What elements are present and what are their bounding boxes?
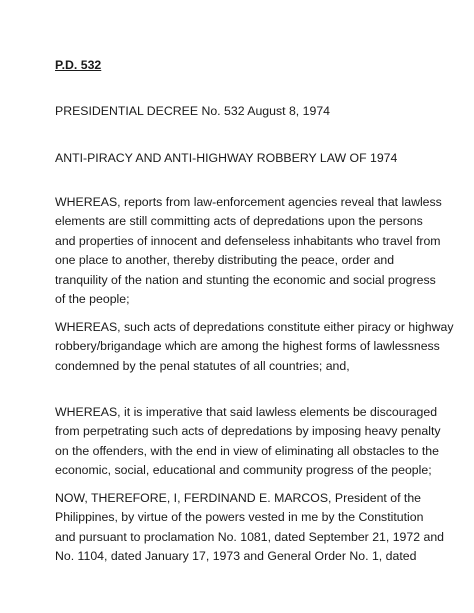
paragraph-line: from perpetrating such acts of depredations by imposing heavy penalty <box>55 424 441 439</box>
paragraph-line: WHEREAS, such acts of depredations constitute either piracy or highway <box>55 320 454 334</box>
paragraph-line: one place to another, thereby distributing the peace, order and <box>55 253 395 268</box>
paragraph-line: elements are still committing acts of depredations upon the persons <box>55 214 423 229</box>
whereas-paragraph-1 <box>55 193 455 309</box>
law-title: ANTI-PIRACY AND ANTI-HIGHWAY ROBBERY LAW OF 1974 <box>55 151 398 165</box>
paragraph-line: and properties of innocent and defenseless inhabitants who travel from <box>55 233 441 248</box>
paragraph-line: WHEREAS, reports from law-enforcement agencies reveal that lawless <box>55 195 442 209</box>
decree-line: PRESIDENTIAL DECREE No. 532 August 8, 1974 <box>55 104 330 118</box>
paragraph-line: WHEREAS, it is imperative that said lawless elements be discouraged <box>55 405 438 419</box>
paragraph-line: Philippines, by virtue of the powers vested in me by the Constitution <box>55 510 424 525</box>
whereas-paragraph-2 <box>55 318 455 376</box>
paragraph-line: tranquility of the nation and stunting the economic and social progress <box>55 272 436 287</box>
paragraph-line: NOW, THEREFORE, I, FERDINAND E. MARCOS, President of the <box>55 491 422 505</box>
paragraph-line: robbery/brigandage which are among the highest forms of lawlessness <box>55 339 440 354</box>
document-heading: P.D. 532 <box>55 58 102 72</box>
paragraph-line: condemned by the penal statutes of all countries; and, <box>55 358 350 373</box>
paragraph-line: economic, social, educational and community progress of the people; <box>55 463 432 478</box>
now-therefore-paragraph <box>55 489 455 567</box>
paragraph-line: of the people; <box>55 292 130 307</box>
paragraph-line: No. 1104, dated January 17, 1973 and General Order No. 1, dated <box>55 549 417 564</box>
paragraph-line: and pursuant to proclamation No. 1081, dated September 21, 1972 and <box>55 529 444 544</box>
whereas-paragraph-3 <box>55 403 455 481</box>
paragraph-line: on the offenders, with the end in view of eliminating all obstacles to the <box>55 443 439 458</box>
